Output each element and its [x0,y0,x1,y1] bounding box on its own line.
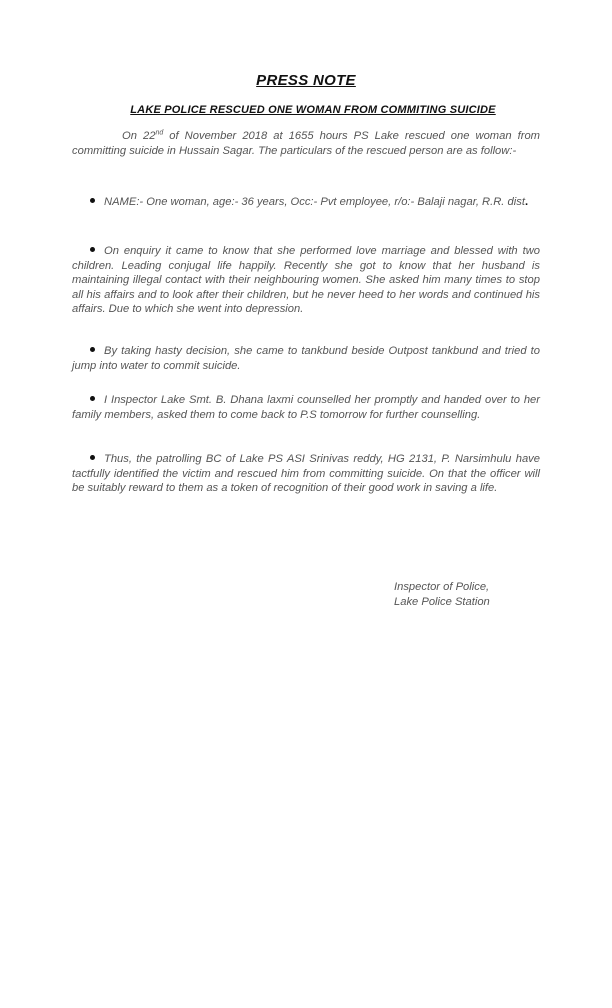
bullet-item-patrolling [72,452,540,496]
bullet-dot-icon [90,198,95,203]
page-title: PRESS NOTE [256,72,356,89]
date-ordinal-suffix: nd [155,129,164,137]
bullet-dot-icon [90,396,95,401]
intro-paragraph [72,129,540,159]
bullet-text: Thus, the patrolling BC of Lake PS ASI Srinivas reddy, HG 2131, P. Narsimhulu have tactfully identified the victim and rescued him from committing suicide. On that the officer will be suitably reward to them as a token of recognition of their good work in saving a life. [72,453,540,494]
signature-title: Inspector of Police, [394,581,490,593]
bullet-item-counselling [72,393,540,422]
bullet-text: By taking hasty decision, she came to tankbund beside Outpost tankbund and tried to jump into water to commit suicide. [72,345,540,372]
bullet-dot-icon [90,455,95,460]
bullet-item-enquiry [72,244,540,317]
bullet-end-period: . [524,196,529,208]
headline: LAKE POLICE RESCUED ONE WOMAN FROM COMMITING SUICIDE [130,104,496,116]
intro-text-rest: of November 2018 at 1655 hours PS Lake rescued one woman from committing suicide in Hussain Sagar. The particulars of the rescued person are as follow:- [72,130,541,157]
bullet-item-name [72,195,540,210]
bullet-text: NAME:- One woman, age:- 36 years, Occ:- Pvt employee, r/o:- Balaji nagar, R.R. dist [104,196,525,208]
bullet-text: I Inspector Lake Smt. B. Dhana laxmi counselled her promptly and handed over to her family members, asked them to come back to P.S tomorrow for further counselling. [72,394,540,421]
intro-text-start: On 22 [122,130,156,142]
signature-station: Lake Police Station [394,596,490,608]
bullet-dot-icon [90,247,95,252]
bullet-item-decision [72,344,540,373]
bullet-text: On enquiry it came to know that she performed love marriage and blessed with two children. Leading conjugal life happily. Recently she got to know that her husband is maintaining illegal contact with their neighbouring women. She asked him many times to stop all his affairs and to look after their children, but he never heed to her words and continued his affairs. Due to which she went into depression. [72,245,540,315]
bullet-dot-icon [90,347,95,352]
